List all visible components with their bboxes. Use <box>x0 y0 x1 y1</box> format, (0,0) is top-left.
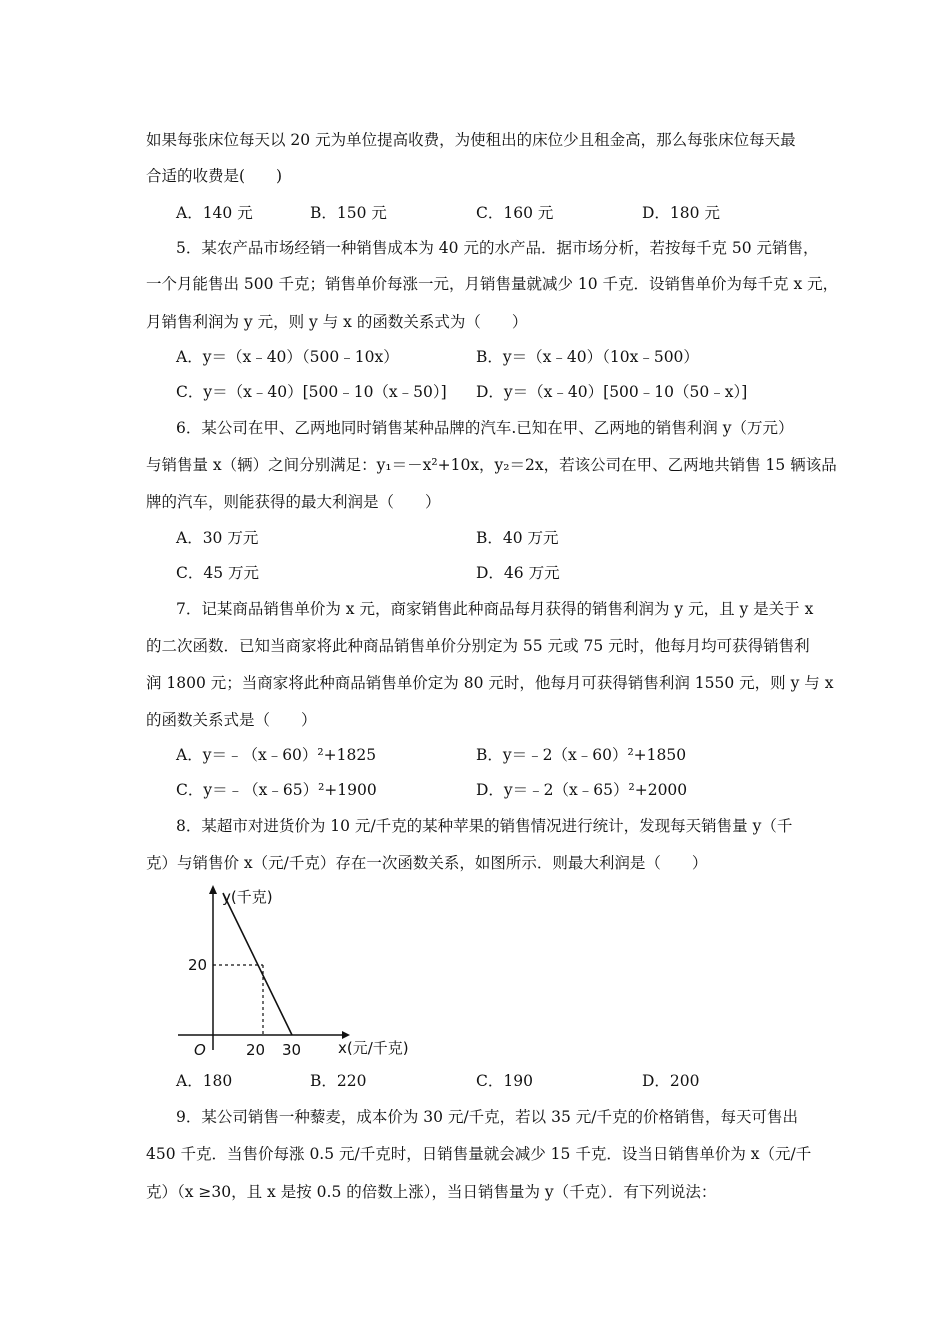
q8-option-c: C．190 <box>476 1072 533 1090</box>
q6-option-b: B．40 万元 <box>476 529 559 547</box>
q8-option-b: B．220 <box>310 1072 367 1090</box>
q7-option-a: A．y＝﹣（x﹣60）²+1825 <box>176 746 377 764</box>
q5-option-a: A．y＝（x﹣40）（500﹣10x） <box>176 348 399 366</box>
q8-stem-line2: 克）与销售价 x（元/千克）存在一次函数关系，如图所示．则最大利润是（ ） <box>146 854 708 872</box>
q6-option-d: D．46 万元 <box>476 564 560 582</box>
sales-line <box>223 893 292 1035</box>
x-axis-arrow-icon <box>342 1031 350 1039</box>
q4-option-a: A．140 元 <box>176 204 253 222</box>
y-axis-arrow-icon <box>209 885 217 894</box>
q4-stem-line2: 合适的收费是( ) <box>146 167 283 185</box>
q5-stem-line2: 一个月能售出 500 千克；销售单价每涨一元，月销售量就减少 10 千克．设销售单价为每千克 x 元， <box>146 275 839 293</box>
q7-stem-line3: 润 1800 元；当商家将此种商品销售单价定为 80 元时，他每月可获得销售利润 1550 元，则 y 与 x <box>146 674 834 692</box>
y-axis-label: y(千克) <box>222 888 273 906</box>
q4-option-c: C．160 元 <box>476 204 554 222</box>
q6-stem-line1: 6．某公司在甲、乙两地同时销售某种品牌的汽车.已知在甲、乙两地的销售利润 y（万元） <box>176 419 794 437</box>
q7-option-c: C．y＝﹣（x﹣65）²+1900 <box>176 781 377 799</box>
q5-option-d: D．y＝（x﹣40）[500﹣10（50﹣x）] <box>476 383 748 401</box>
q4-stem-line1: 如果每张床位每天以 20 元为单位提高收费，为使租出的床位少且租金高，那么每张床位每天最 <box>146 131 796 149</box>
q5-stem-line1: 5．某农产品市场经销一种销售成本为 40 元的水产品．据市场分析，若按每千克 50 元销售， <box>176 239 819 257</box>
q8-stem-line1: 8．某超市对进货价为 10 元/千克的某种苹果的销售情况进行统计，发现每天销售量 y（千 <box>176 817 793 835</box>
q5-option-c: C．y＝（x﹣40）[500﹣10（x﹣50）] <box>176 383 447 401</box>
q7-option-d: D．y＝﹣2（x﹣65）²+2000 <box>476 781 688 799</box>
x-axis-label: x(元/千克) <box>338 1039 409 1055</box>
q5-option-b: B．y＝（x﹣40）（10x﹣500） <box>476 348 699 366</box>
q6-stem-line3: 牌的汽车，则能获得的最大利润是（ ） <box>146 493 441 511</box>
q5-stem-line3: 月销售利润为 y 元，则 y 与 x 的函数关系式为（ ） <box>146 313 528 331</box>
q8-linear-function-graph <box>170 880 440 1055</box>
q6-option-a: A．30 万元 <box>176 529 259 547</box>
q7-stem-line1: 7．记某商品销售单价为 x 元，商家销售此种商品每月获得的销售利润为 y 元，且 y 是关于 x <box>176 600 814 618</box>
y-tick-20: 20 <box>188 956 208 974</box>
q7-option-b: B．y＝﹣2（x﹣60）²+1850 <box>476 746 687 764</box>
q8-option-d: D．200 <box>642 1072 700 1090</box>
q6-stem-line2: 与销售量 x（辆）之间分别满足：y₁＝－x²+10x，y₂＝2x，若该公司在甲、乙两地共销售 15 辆该品 <box>146 456 837 474</box>
q4-option-b: B．150 元 <box>310 204 387 222</box>
q9-stem-line1: 9．某公司销售一种藜麦，成本价为 30 元/千克，若以 35 元/千克的价格销售，每天可售出 <box>176 1108 798 1126</box>
q9-stem-line3: 克）（x ≥30，且 x 是按 0.5 的倍数上涨），当日销售量为 y（千克）．有下列说法： <box>146 1183 717 1201</box>
origin-label: O <box>194 1041 206 1055</box>
q8-option-a: A．180 <box>176 1072 233 1090</box>
q7-stem-line4: 的函数关系式是（ ） <box>146 711 317 729</box>
q4-option-d: D．180 元 <box>642 204 720 222</box>
q9-stem-line2: 450 千克．当售价每涨 0.5 元/千克时，日销售量就会减少 15 千克．设当日销售单价为 x（元/千 <box>146 1145 812 1163</box>
q7-stem-line2: 的二次函数．已知当商家将此种商品销售单价分别定为 55 元或 75 元时，他每月均可获得销售利 <box>146 637 810 655</box>
x-tick-30: 30 <box>282 1041 302 1055</box>
q6-option-c: C．45 万元 <box>176 564 260 582</box>
x-tick-20: 20 <box>246 1041 266 1055</box>
